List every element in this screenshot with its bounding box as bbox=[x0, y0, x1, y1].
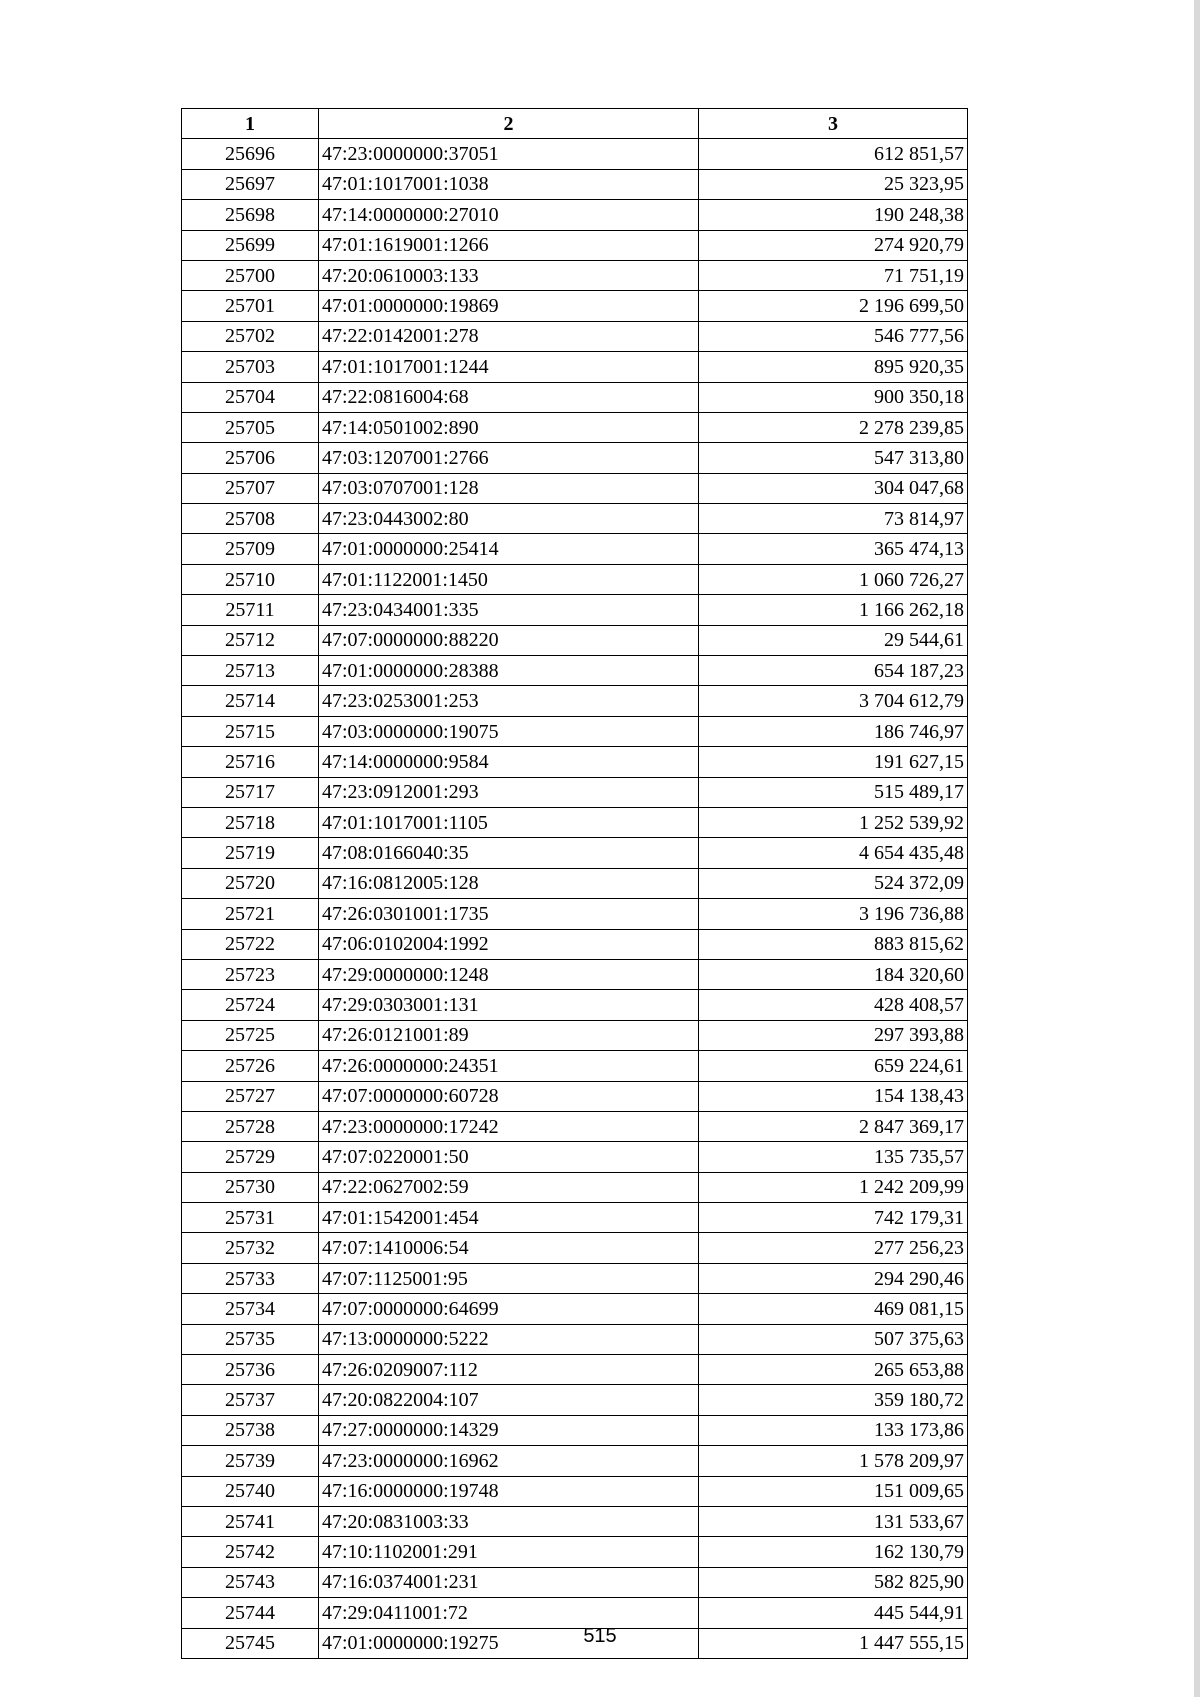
row-number-cell: 25713 bbox=[182, 656, 319, 686]
table-row bbox=[182, 139, 968, 169]
row-number-cell: 25729 bbox=[182, 1142, 319, 1172]
table-row bbox=[182, 291, 968, 321]
row-number-cell: 25728 bbox=[182, 1111, 319, 1141]
row-number-cell: 25730 bbox=[182, 1172, 319, 1202]
table-row bbox=[182, 716, 968, 746]
row-number-cell: 25718 bbox=[182, 807, 319, 837]
value-cell: 29 544,61 bbox=[699, 625, 968, 655]
table-row bbox=[182, 1385, 968, 1415]
cadastral-number-cell: 47:26:0000000:24351 bbox=[319, 1051, 699, 1081]
table-row bbox=[182, 1203, 968, 1233]
row-number-cell: 25711 bbox=[182, 595, 319, 625]
row-number-cell: 25712 bbox=[182, 625, 319, 655]
table-row bbox=[182, 1111, 968, 1141]
row-number-cell: 25737 bbox=[182, 1385, 319, 1415]
value-cell: 359 180,72 bbox=[699, 1385, 968, 1415]
cadastral-number-cell: 47:01:1017001:1244 bbox=[319, 352, 699, 382]
cadastral-number-cell: 47:01:1542001:454 bbox=[319, 1203, 699, 1233]
table-row bbox=[182, 1020, 968, 1050]
row-number-cell: 25739 bbox=[182, 1446, 319, 1476]
cadastral-number-cell: 47:22:0816004:68 bbox=[319, 382, 699, 412]
table-row bbox=[182, 1051, 968, 1081]
value-cell: 1 242 209,99 bbox=[699, 1172, 968, 1202]
table-row bbox=[182, 443, 968, 473]
page-number: 515 bbox=[583, 1625, 617, 1647]
row-number-cell: 25734 bbox=[182, 1294, 319, 1324]
row-number-cell: 25744 bbox=[182, 1598, 319, 1628]
cadastral-number-cell: 47:01:0000000:28388 bbox=[319, 656, 699, 686]
value-cell: 365 474,13 bbox=[699, 534, 968, 564]
table-row bbox=[182, 899, 968, 929]
table-row bbox=[182, 200, 968, 230]
table-row bbox=[182, 1263, 968, 1293]
table-row bbox=[182, 564, 968, 594]
table-row bbox=[182, 534, 968, 564]
cadastral-number-cell: 47:23:0000000:17242 bbox=[319, 1111, 699, 1141]
table-row bbox=[182, 230, 968, 260]
row-number-cell: 25710 bbox=[182, 564, 319, 594]
cadastral-number-cell: 47:29:0000000:1248 bbox=[319, 959, 699, 989]
value-cell: 162 130,79 bbox=[699, 1537, 968, 1567]
table-row bbox=[182, 1567, 968, 1597]
row-number-cell: 25703 bbox=[182, 352, 319, 382]
cadastral-number-cell: 47:01:1017001:1105 bbox=[319, 807, 699, 837]
row-number-cell: 25725 bbox=[182, 1020, 319, 1050]
value-cell: 582 825,90 bbox=[699, 1567, 968, 1597]
table-row bbox=[182, 1081, 968, 1111]
row-number-cell: 25696 bbox=[182, 139, 319, 169]
row-number-cell: 25731 bbox=[182, 1203, 319, 1233]
cadastral-number-cell: 47:29:0411001:72 bbox=[319, 1598, 699, 1628]
page-edge-shadow bbox=[1194, 0, 1200, 1697]
table-row bbox=[182, 1355, 968, 1385]
row-number-cell: 25717 bbox=[182, 777, 319, 807]
row-number-cell: 25704 bbox=[182, 382, 319, 412]
row-number-cell: 25697 bbox=[182, 169, 319, 199]
cadastral-number-cell: 47:13:0000000:5222 bbox=[319, 1324, 699, 1354]
row-number-cell: 25721 bbox=[182, 899, 319, 929]
value-cell: 1 447 555,15 bbox=[699, 1628, 968, 1658]
row-number-cell: 25715 bbox=[182, 716, 319, 746]
table-row bbox=[182, 1506, 968, 1536]
cadastral-number-cell: 47:07:0220001:50 bbox=[319, 1142, 699, 1172]
value-cell: 265 653,88 bbox=[699, 1355, 968, 1385]
value-cell: 895 920,35 bbox=[699, 352, 968, 382]
row-number-cell: 25736 bbox=[182, 1355, 319, 1385]
table-row bbox=[182, 959, 968, 989]
row-number-cell: 25700 bbox=[182, 260, 319, 290]
table-row bbox=[182, 321, 968, 351]
value-cell: 659 224,61 bbox=[699, 1051, 968, 1081]
row-number-cell: 25720 bbox=[182, 868, 319, 898]
value-cell: 4 654 435,48 bbox=[699, 838, 968, 868]
table-header-row bbox=[182, 109, 968, 139]
row-number-cell: 25708 bbox=[182, 504, 319, 534]
cadastral-number-cell: 47:07:1125001:95 bbox=[319, 1263, 699, 1293]
table-row bbox=[182, 747, 968, 777]
value-cell: 612 851,57 bbox=[699, 139, 968, 169]
value-cell: 297 393,88 bbox=[699, 1020, 968, 1050]
cadastral-number-cell: 47:20:0822004:107 bbox=[319, 1385, 699, 1415]
cadastral-number-cell: 47:23:0434001:335 bbox=[319, 595, 699, 625]
table-row bbox=[182, 504, 968, 534]
cadastral-number-cell: 47:14:0000000:9584 bbox=[319, 747, 699, 777]
cadastral-number-cell: 47:22:0142001:278 bbox=[319, 321, 699, 351]
cadastral-number-cell: 47:22:0627002:59 bbox=[319, 1172, 699, 1202]
cadastral-number-cell: 47:27:0000000:14329 bbox=[319, 1415, 699, 1445]
table-row bbox=[182, 656, 968, 686]
table-row bbox=[182, 382, 968, 412]
cadastral-number-cell: 47:08:0166040:35 bbox=[319, 838, 699, 868]
table-row bbox=[182, 352, 968, 382]
row-number-cell: 25707 bbox=[182, 473, 319, 503]
cadastral-number-cell: 47:16:0374001:231 bbox=[319, 1567, 699, 1597]
value-cell: 3 704 612,79 bbox=[699, 686, 968, 716]
value-cell: 154 138,43 bbox=[699, 1081, 968, 1111]
value-cell: 1 060 726,27 bbox=[699, 564, 968, 594]
value-cell: 515 489,17 bbox=[699, 777, 968, 807]
row-number-cell: 25722 bbox=[182, 929, 319, 959]
value-cell: 3 196 736,88 bbox=[699, 899, 968, 929]
value-cell: 277 256,23 bbox=[699, 1233, 968, 1263]
row-number-cell: 25701 bbox=[182, 291, 319, 321]
row-number-cell: 25743 bbox=[182, 1567, 319, 1597]
row-number-cell: 25714 bbox=[182, 686, 319, 716]
table-row bbox=[182, 1324, 968, 1354]
value-cell: 73 814,97 bbox=[699, 504, 968, 534]
table-row bbox=[182, 1233, 968, 1263]
value-cell: 184 320,60 bbox=[699, 959, 968, 989]
row-number-cell: 25705 bbox=[182, 412, 319, 442]
value-cell: 186 746,97 bbox=[699, 716, 968, 746]
value-cell: 133 173,86 bbox=[699, 1415, 968, 1445]
table-row bbox=[182, 1537, 968, 1567]
value-cell: 900 350,18 bbox=[699, 382, 968, 412]
header-col-2: 2 bbox=[319, 109, 699, 139]
value-cell: 131 533,67 bbox=[699, 1506, 968, 1536]
cadastral-number-cell: 47:01:0000000:19869 bbox=[319, 291, 699, 321]
row-number-cell: 25742 bbox=[182, 1537, 319, 1567]
cadastral-number-cell: 47:23:0912001:293 bbox=[319, 777, 699, 807]
cadastral-number-cell: 47:14:0501002:890 bbox=[319, 412, 699, 442]
cadastral-number-cell: 47:03:0000000:19075 bbox=[319, 716, 699, 746]
row-number-cell: 25719 bbox=[182, 838, 319, 868]
cadastral-number-cell: 47:06:0102004:1992 bbox=[319, 929, 699, 959]
value-cell: 1 166 262,18 bbox=[699, 595, 968, 625]
header-col-1: 1 bbox=[182, 109, 319, 139]
row-number-cell: 25733 bbox=[182, 1263, 319, 1293]
table-row bbox=[182, 260, 968, 290]
table-row bbox=[182, 807, 968, 837]
cadastral-number-cell: 47:03:0707001:128 bbox=[319, 473, 699, 503]
row-number-cell: 25698 bbox=[182, 200, 319, 230]
cadastral-number-cell: 47:07:0000000:88220 bbox=[319, 625, 699, 655]
table-row bbox=[182, 1142, 968, 1172]
row-number-cell: 25732 bbox=[182, 1233, 319, 1263]
value-cell: 2 196 699,50 bbox=[699, 291, 968, 321]
row-number-cell: 25738 bbox=[182, 1415, 319, 1445]
table-row bbox=[182, 990, 968, 1020]
table-row bbox=[182, 625, 968, 655]
value-cell: 546 777,56 bbox=[699, 321, 968, 351]
value-cell: 1 252 539,92 bbox=[699, 807, 968, 837]
cadastral-number-cell: 47:20:0610003:133 bbox=[319, 260, 699, 290]
cadastral-number-cell: 47:23:0000000:37051 bbox=[319, 139, 699, 169]
table-row bbox=[182, 1476, 968, 1506]
value-cell: 304 047,68 bbox=[699, 473, 968, 503]
cadastral-number-cell: 47:23:0253001:253 bbox=[319, 686, 699, 716]
value-cell: 469 081,15 bbox=[699, 1294, 968, 1324]
value-cell: 428 408,57 bbox=[699, 990, 968, 1020]
value-cell: 151 009,65 bbox=[699, 1476, 968, 1506]
row-number-cell: 25745 bbox=[182, 1628, 319, 1658]
data-table bbox=[181, 108, 968, 1659]
cadastral-number-cell: 47:07:0000000:60728 bbox=[319, 1081, 699, 1111]
row-number-cell: 25741 bbox=[182, 1506, 319, 1536]
cadastral-number-cell: 47:01:1122001:1450 bbox=[319, 564, 699, 594]
value-cell: 654 187,23 bbox=[699, 656, 968, 686]
value-cell: 190 248,38 bbox=[699, 200, 968, 230]
table-row bbox=[182, 777, 968, 807]
table-row bbox=[182, 1446, 968, 1476]
row-number-cell: 25706 bbox=[182, 443, 319, 473]
row-number-cell: 25702 bbox=[182, 321, 319, 351]
value-cell: 445 544,91 bbox=[699, 1598, 968, 1628]
cadastral-number-cell: 47:20:0831003:33 bbox=[319, 1506, 699, 1536]
cadastral-number-cell: 47:07:1410006:54 bbox=[319, 1233, 699, 1263]
row-number-cell: 25740 bbox=[182, 1476, 319, 1506]
table-row bbox=[182, 595, 968, 625]
row-number-cell: 25735 bbox=[182, 1324, 319, 1354]
table-row bbox=[182, 412, 968, 442]
cadastral-number-cell: 47:23:0443002:80 bbox=[319, 504, 699, 534]
table-body bbox=[182, 139, 968, 1659]
value-cell: 2 847 369,17 bbox=[699, 1111, 968, 1141]
value-cell: 274 920,79 bbox=[699, 230, 968, 260]
cadastral-number-cell: 47:23:0000000:16962 bbox=[319, 1446, 699, 1476]
table-row bbox=[182, 1415, 968, 1445]
cadastral-number-cell: 47:07:0000000:64699 bbox=[319, 1294, 699, 1324]
value-cell: 524 372,09 bbox=[699, 868, 968, 898]
value-cell: 547 313,80 bbox=[699, 443, 968, 473]
value-cell: 191 627,15 bbox=[699, 747, 968, 777]
row-number-cell: 25727 bbox=[182, 1081, 319, 1111]
value-cell: 883 815,62 bbox=[699, 929, 968, 959]
value-cell: 25 323,95 bbox=[699, 169, 968, 199]
table-row bbox=[182, 838, 968, 868]
header-col-3: 3 bbox=[699, 109, 968, 139]
value-cell: 742 179,31 bbox=[699, 1203, 968, 1233]
table-row bbox=[182, 686, 968, 716]
cadastral-number-cell: 47:26:0209007:112 bbox=[319, 1355, 699, 1385]
table-row bbox=[182, 1598, 968, 1628]
row-number-cell: 25724 bbox=[182, 990, 319, 1020]
cadastral-number-cell: 47:14:0000000:27010 bbox=[319, 200, 699, 230]
cadastral-number-cell: 47:03:1207001:2766 bbox=[319, 443, 699, 473]
table-row bbox=[182, 1172, 968, 1202]
table-row bbox=[182, 473, 968, 503]
table-row bbox=[182, 1294, 968, 1324]
row-number-cell: 25699 bbox=[182, 230, 319, 260]
cadastral-number-cell: 47:01:1619001:1266 bbox=[319, 230, 699, 260]
cadastral-number-cell: 47:01:0000000:25414 bbox=[319, 534, 699, 564]
table-row bbox=[182, 929, 968, 959]
cadastral-number-cell: 47:01:1017001:1038 bbox=[319, 169, 699, 199]
value-cell: 2 278 239,85 bbox=[699, 412, 968, 442]
value-cell: 507 375,63 bbox=[699, 1324, 968, 1354]
value-cell: 135 735,57 bbox=[699, 1142, 968, 1172]
value-cell: 1 578 209,97 bbox=[699, 1446, 968, 1476]
row-number-cell: 25726 bbox=[182, 1051, 319, 1081]
value-cell: 294 290,46 bbox=[699, 1263, 968, 1293]
value-cell: 71 751,19 bbox=[699, 260, 968, 290]
cadastral-number-cell: 47:16:0000000:19748 bbox=[319, 1476, 699, 1506]
table-row bbox=[182, 169, 968, 199]
row-number-cell: 25723 bbox=[182, 959, 319, 989]
cadastral-number-cell: 47:29:0303001:131 bbox=[319, 990, 699, 1020]
row-number-cell: 25716 bbox=[182, 747, 319, 777]
cadastral-number-cell: 47:26:0121001:89 bbox=[319, 1020, 699, 1050]
cadastral-number-cell: 47:10:1102001:291 bbox=[319, 1537, 699, 1567]
table-row bbox=[182, 868, 968, 898]
row-number-cell: 25709 bbox=[182, 534, 319, 564]
cadastral-number-cell: 47:01:0000000:19275 bbox=[319, 1628, 699, 1658]
cadastral-number-cell: 47:26:0301001:1735 bbox=[319, 899, 699, 929]
cadastral-number-cell: 47:16:0812005:128 bbox=[319, 868, 699, 898]
